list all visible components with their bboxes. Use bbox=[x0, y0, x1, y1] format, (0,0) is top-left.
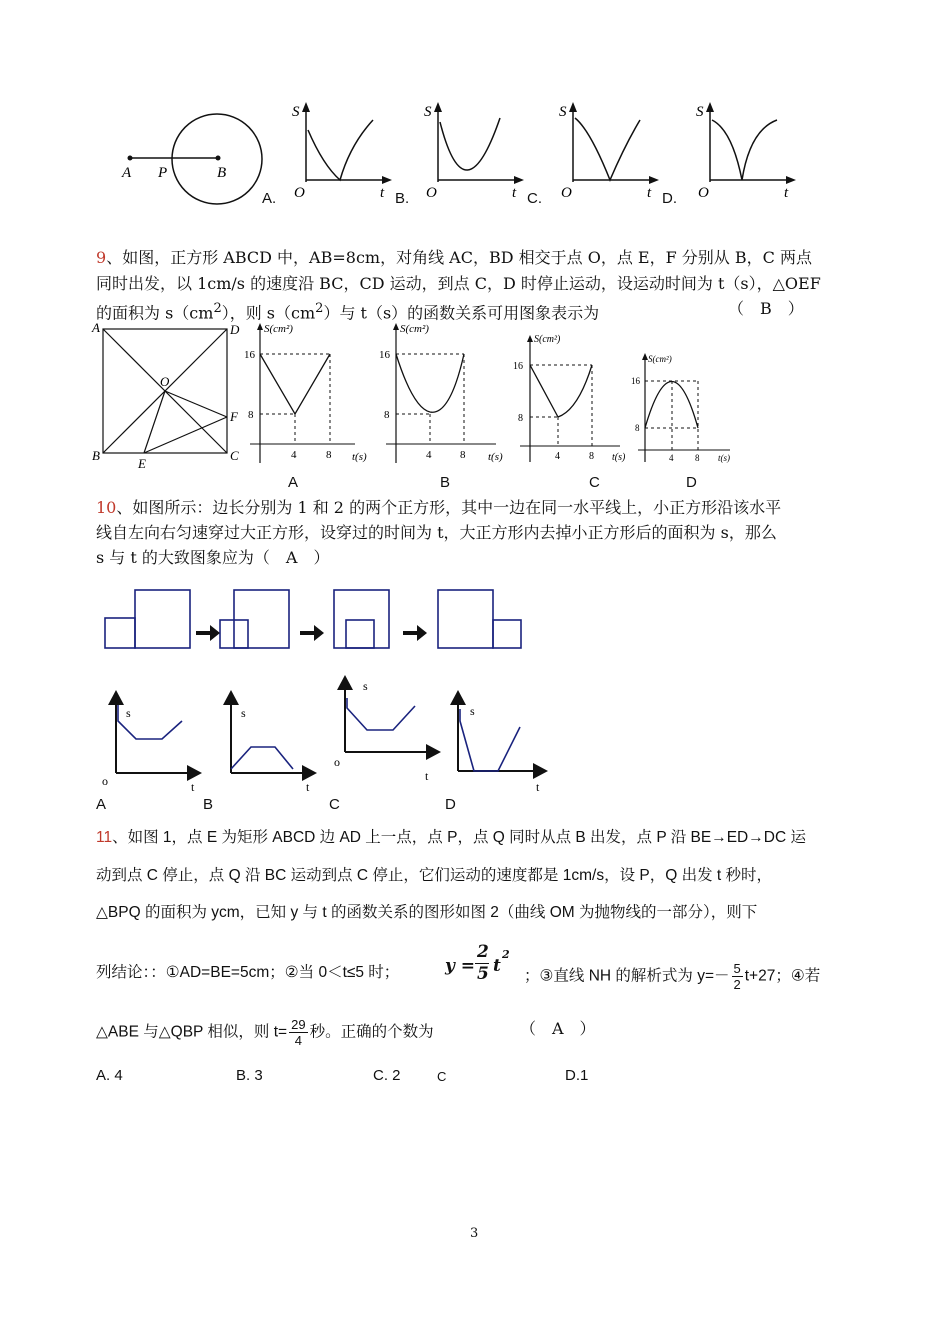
page-number: 3 bbox=[470, 1226, 479, 1241]
q8-option-a: A. bbox=[262, 190, 277, 207]
svg-text:t: t bbox=[536, 780, 540, 794]
q8-curve-a bbox=[308, 120, 373, 180]
svg-text:16: 16 bbox=[513, 361, 523, 372]
svg-text:8: 8 bbox=[589, 451, 594, 462]
svg-text:t: t bbox=[784, 185, 789, 201]
svg-text:8: 8 bbox=[248, 409, 254, 421]
svg-text:E: E bbox=[138, 456, 146, 471]
svg-text:C: C bbox=[230, 448, 239, 463]
svg-text:o: o bbox=[334, 755, 340, 769]
label-a: A bbox=[122, 165, 132, 181]
svg-text:s: s bbox=[126, 706, 131, 720]
svg-text:s: s bbox=[363, 679, 368, 693]
q11-answer: （ A ） bbox=[520, 1019, 596, 1038]
svg-text:16: 16 bbox=[631, 376, 640, 386]
q9-square-figure bbox=[92, 322, 242, 472]
q9-line2: 同时出发，以 1cm/s 的速度沿 BC，CD 运动，到点 C，D 时停止运动，设运动时间为 t（s），△OEF bbox=[96, 274, 821, 293]
q10-graph-b bbox=[213, 685, 323, 795]
q11-choice-a: A. 4 bbox=[96, 1067, 123, 1084]
svg-text:t: t bbox=[512, 185, 517, 201]
svg-text:S(cm²): S(cm²) bbox=[648, 354, 672, 364]
svg-text:8: 8 bbox=[460, 449, 466, 461]
q9-answer: （ B ） bbox=[728, 299, 804, 318]
svg-text:4: 4 bbox=[669, 453, 674, 463]
q8-graph-a bbox=[288, 100, 398, 210]
q11-frac-29-4: $\frac{29}{4}$ bbox=[291, 1017, 306, 1048]
q11-formula: y = 2 5 t 2 bbox=[445, 942, 510, 984]
q11-choice-c: C. 2 bbox=[373, 1067, 401, 1084]
svg-text:B: B bbox=[92, 448, 100, 463]
label-b: B bbox=[217, 165, 227, 181]
svg-text:4: 4 bbox=[555, 451, 560, 462]
svg-text:16: 16 bbox=[244, 349, 255, 361]
q11-line1: 11、如图 1，点 E 为矩形 ABCD 边 AD 上一点，点 P，点 Q 同时从点 B 出发，点 P 沿 BE→ED→DC 运 bbox=[96, 829, 806, 846]
q10-curve-d bbox=[460, 709, 520, 771]
svg-text:8: 8 bbox=[518, 413, 523, 424]
q9-line1: 9、如图，正方形 ABCD 中，AB=8cm，对角线 AC，BD 相交于点 O，点 E，F 分别从 B，C 两点 bbox=[96, 248, 812, 267]
svg-text:t: t bbox=[380, 185, 385, 201]
q9-option-a: A bbox=[288, 474, 299, 491]
q9-graph-d bbox=[630, 350, 745, 470]
q10-option-d: D bbox=[445, 796, 456, 813]
q10-square-sequence bbox=[100, 585, 530, 655]
q10-option-b: B bbox=[203, 796, 214, 813]
q10-option-c: C bbox=[329, 796, 340, 813]
svg-text:t: t bbox=[647, 185, 652, 201]
q11-line2: 动到点 C 停止，点 Q 沿 BC 运动到点 C 停止，它们运动的速度都是 1cm/s，设 P，Q 出发 t 秒时， bbox=[96, 867, 773, 884]
svg-text:16: 16 bbox=[379, 349, 390, 361]
svg-text:A: A bbox=[92, 320, 100, 335]
svg-text:O: O bbox=[698, 185, 709, 201]
svg-text:4: 4 bbox=[426, 449, 432, 461]
svg-text:S(cm²): S(cm²) bbox=[264, 323, 293, 335]
q11-line5: △ABE 与△QBP 相似，则 t= $\frac{29}{4}$ 秒。正确的个数为 bbox=[96, 1017, 434, 1048]
svg-text:t(s): t(s) bbox=[718, 453, 730, 463]
q10-curve-b bbox=[231, 747, 293, 769]
svg-text:s: s bbox=[470, 704, 475, 718]
svg-text:O: O bbox=[426, 185, 437, 201]
q11-frac-5-2: $\frac{5}{2}$ bbox=[733, 961, 741, 992]
q8-option-c: C. bbox=[527, 190, 542, 207]
svg-text:S(cm²): S(cm²) bbox=[400, 323, 429, 335]
svg-text:8: 8 bbox=[695, 453, 700, 463]
svg-text:t: t bbox=[425, 769, 429, 783]
svg-text:D: D bbox=[230, 322, 240, 337]
svg-text:t(s): t(s) bbox=[352, 451, 367, 463]
label-p: P bbox=[158, 165, 168, 181]
q11-choice-b: B. 3 bbox=[236, 1067, 263, 1084]
svg-text:S: S bbox=[696, 104, 704, 120]
q8-curve-d bbox=[712, 120, 777, 180]
svg-text:o: o bbox=[102, 774, 108, 788]
q10-line1: 10、如图所示：边长分别为 1 和 2 的两个正方形，其中一边在同一水平线上，小正方形沿该水平 bbox=[96, 498, 782, 517]
q11-choice-c-mark: C bbox=[437, 1069, 447, 1084]
svg-text:t(s): t(s) bbox=[488, 451, 503, 463]
q8-graph-d bbox=[692, 100, 802, 210]
svg-text:8: 8 bbox=[635, 423, 640, 433]
q10-graph-c bbox=[325, 670, 445, 783]
svg-text:S: S bbox=[292, 104, 300, 120]
q11-line3: △BPQ 的面积为 ycm，已知 y 与 t 的函数关系的图形如图 2（曲线 OM 为抛物线的一部分），则下 bbox=[96, 904, 758, 921]
svg-text:O: O bbox=[294, 185, 305, 201]
q9-curve-a bbox=[260, 354, 330, 414]
q8-circle-figure bbox=[110, 110, 270, 220]
svg-text:s: s bbox=[241, 706, 246, 720]
q8-curve-b bbox=[440, 118, 500, 170]
svg-text:S: S bbox=[559, 104, 567, 120]
q9-curve-c bbox=[530, 365, 592, 417]
q9-option-d: D bbox=[686, 474, 697, 491]
q8-option-b: B. bbox=[395, 190, 410, 207]
q9-option-b: B bbox=[440, 474, 451, 491]
q11-choice-d: D.1 bbox=[565, 1067, 589, 1084]
svg-text:O: O bbox=[160, 374, 170, 389]
q11-line4b: ；③直线 NH 的解析式为 y=－ $\frac{5}{2}$ t+27；④若 bbox=[524, 961, 821, 992]
q9-option-c: C bbox=[589, 474, 600, 491]
svg-text:t(s): t(s) bbox=[612, 452, 626, 463]
q9-graph-c bbox=[510, 330, 640, 470]
q10-line3: s 与 t 的大致图象应为（ A ） bbox=[96, 548, 330, 567]
svg-text:F: F bbox=[230, 409, 238, 424]
svg-text:8: 8 bbox=[384, 409, 390, 421]
svg-text:t: t bbox=[191, 780, 195, 794]
q8-option-d: D. bbox=[662, 190, 677, 207]
svg-text:S: S bbox=[424, 104, 432, 120]
svg-text:8: 8 bbox=[326, 449, 332, 461]
q10-option-a: A bbox=[96, 796, 107, 813]
q8-graph-c bbox=[555, 100, 665, 210]
q9-graph-a bbox=[240, 318, 370, 468]
q10-curve-c bbox=[347, 698, 415, 730]
q10-graph-a bbox=[98, 685, 208, 795]
q9-graph-b bbox=[376, 318, 511, 468]
svg-text:4: 4 bbox=[291, 449, 297, 461]
q10-graph-d bbox=[440, 685, 560, 795]
q8-curve-c bbox=[575, 118, 640, 180]
q8-graph-b bbox=[420, 100, 530, 210]
q9-line3: 的面积为 $s(cm^2)$，则 $s(cm^2)$与 t（s）的函数关系可用图象表示为 bbox=[96, 301, 600, 323]
q9-curve-b bbox=[396, 354, 464, 412]
svg-text:O: O bbox=[561, 185, 572, 201]
q11-line4: 列结论：：①AD=BE=5cm；②当 0＜t≤5 时； bbox=[96, 964, 400, 981]
svg-text:t: t bbox=[306, 780, 310, 794]
q10-line2: 线自左向右匀速穿过大正方形，设穿过的时间为 t，大正方形内去掉小正方形后的面积为 s，那么 bbox=[96, 523, 777, 542]
svg-text:S(cm²): S(cm²) bbox=[534, 334, 561, 345]
